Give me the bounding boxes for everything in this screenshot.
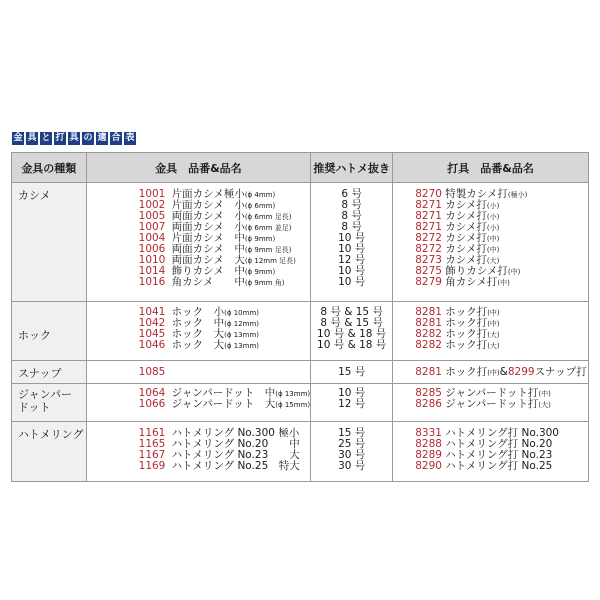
fitting-name: 片面カシメ極小 [171,188,245,200]
tool-number: 8272 [415,243,442,255]
tool-number: 8288 [415,438,442,450]
tool-line [393,367,588,378]
tool-cell [393,183,589,302]
fitting-spec: (ϕ 15mm) [275,401,311,409]
fitting-number: 1007 [138,221,166,233]
tool-spec: (中) [487,309,500,317]
tool-name: カシメ打 [445,232,487,244]
tool-separator: & [499,366,508,378]
tool-number: 8271 [415,199,442,211]
category-label: カシメ [18,189,51,202]
tool-name: 角カシメ打 [445,276,498,288]
tool-spec: (大) [538,401,551,409]
fitting-line [87,399,311,410]
fitting-name: ホック 小 [171,306,225,318]
fitting-cell [86,361,311,384]
tool-number: 8290 [415,460,442,472]
punch-cell [311,384,393,422]
fitting-spec: (ϕ 9mm 足長) [244,246,292,254]
fitting-spec: (ϕ 9mm 角) [244,279,285,287]
punch-size: 10 号 [338,232,366,244]
tool-line [393,340,588,351]
fitting-name: ハトメリング No.300 極小 [171,427,300,439]
punch-size: 10 号 [338,265,366,277]
fitting-number: 1165 [138,438,166,450]
tool-name-2: スナップ打 [534,366,587,378]
fitting-number: 1169 [138,460,166,472]
tool-spec: (小) [486,224,500,232]
fitting-name: ハトメリング No.25 特大 [171,460,300,472]
category-cell [12,302,87,361]
fitting-number: 1064 [138,387,166,399]
tool-number: 8286 [415,398,442,410]
fitting-name: ホック 中 [171,317,225,329]
fitting-spec: (ϕ 9mm) [244,268,276,276]
tool-spec: (中) [497,279,510,287]
tool-name: ホック打 [445,317,488,329]
fitting-name: ジャンパードット 大 [171,398,276,410]
fitting-name: 片面カシメ 小 [171,199,245,211]
fitting-spec: (ϕ 6mm 足長) [244,213,292,221]
tool-name: カシメ打 [445,243,487,255]
punch-size: 12 号 [338,398,366,410]
fitting-cell [86,422,311,482]
fitting-spec: (ϕ 6mm) [244,202,276,210]
fitting-number: 1161 [138,427,166,439]
tool-number: 8281 [415,317,442,329]
title-char: 具 [27,133,37,143]
fitting-number: 1006 [138,243,166,255]
fitting-number: 1167 [138,449,166,461]
fitting-name: 両面カシメ 小 [171,221,245,233]
fitting-number: 1045 [138,328,166,340]
punch-size: 10 号 [338,243,366,255]
tool-line [393,461,588,472]
tool-line [393,277,588,288]
fitting-number: 1085 [138,366,166,378]
category-label: ハトメリング [18,428,84,441]
table-row [12,183,589,302]
tool-number: 8271 [415,221,442,233]
header-category: 金具の種類 [12,153,87,183]
tool-spec: (中) [507,268,521,276]
tool-spec: (大) [487,342,500,350]
tool-spec: (中) [487,369,500,377]
tool-name: ホック打 [445,339,488,351]
fitting-name: ハトメリング No.23 大 [171,449,300,461]
fitting-line [87,340,311,351]
punch-size: 15 号 [338,366,366,378]
fitting-spec: (ϕ 10mm) [224,309,259,317]
title-char: 打 [55,133,65,143]
title-char: 金 [13,133,23,143]
punch-size: 6 号 [341,188,362,200]
category-cell [12,361,87,384]
fitting-spec: (ϕ 4mm) [244,191,276,199]
fitting-name: ホック 大 [171,339,225,351]
tool-number: 8282 [415,339,442,351]
tool-spec: (小) [486,213,500,221]
tool-name: カシメ打 [445,254,487,266]
tool-number: 8275 [415,265,442,277]
tool-spec: (中) [486,235,500,243]
punch-size: 8 号 [341,221,362,233]
fitting-number: 1001 [138,188,166,200]
compatibility-table [11,152,589,482]
tool-name: ハトメリング打 No.20 [445,438,553,450]
header-tool: 打具 品番&品名 [393,153,589,183]
tool-name: 飾りカシメ打 [445,265,508,277]
category-label: ドット [18,401,51,414]
punch-size: 8 号 & 15 号 [320,306,383,318]
fitting-spec: (ϕ 13mm) [275,390,311,398]
table-row [12,422,589,482]
fitting-number: 1041 [138,306,166,318]
fitting-name: 両面カシメ 大 [171,254,245,266]
title-char: 具 [69,133,79,143]
table-row [12,384,589,422]
tool-spec: (中) [538,390,551,398]
title-char: 合 [111,133,121,143]
fitting-cell [86,183,311,302]
fitting-line [87,367,311,378]
tool-name: カシメ打 [445,221,487,233]
punch-size: 12 号 [338,254,366,266]
tool-name: ホック打 [445,306,488,318]
fitting-line [87,461,311,472]
fitting-spec: (ϕ 12mm) [224,320,259,328]
tool-name: ハトメリング打 No.300 [445,427,559,439]
table-row [12,302,589,361]
fitting-spec: (ϕ 12mm 足長) [244,257,296,265]
tool-number: 8331 [415,427,442,439]
tool-number: 8289 [415,449,442,461]
fitting-number: 1014 [138,265,166,277]
tool-number-2: 8299 [507,366,535,378]
header-fitting: 金具 品番&品名 [86,153,311,183]
punch-size: 10 号 [338,276,366,288]
title-char: 表 [125,133,135,143]
category-label: スナップ [18,367,62,380]
punch-size: 25 号 [338,438,366,450]
fitting-spec: (ϕ 6mm 並足) [244,224,292,232]
tool-number: 8271 [415,210,442,222]
punch-size: 15 号 [338,427,366,439]
punch-size: 8 号 [341,210,362,222]
fitting-name: 角カシメ 中 [171,276,245,288]
tool-number: 8270 [415,188,442,200]
title-char: と [41,133,51,143]
fitting-number: 1046 [138,339,166,351]
fitting-name: ハトメリング No.20 中 [171,438,300,450]
fitting-name: ジャンパードット 中 [171,387,276,399]
tool-spec: (大) [486,257,500,265]
table-title [12,132,136,145]
punch-size: 10 号 [338,387,366,399]
tool-name: ジャンパードット打 [445,387,539,399]
fitting-name: 飾りカシメ 中 [171,265,245,277]
tool-spec: (大) [487,331,500,339]
tool-number: 8273 [415,254,442,266]
tool-name: ホック打 [445,366,488,378]
tool-spec: (小) [486,202,500,210]
tool-cell [393,422,589,482]
punch-size: 10 号 & 18 号 [317,328,387,340]
category-label: ホック [18,329,51,342]
fitting-name: 両面カシメ 中 [171,243,245,255]
tool-spec: (中) [487,320,500,328]
punch-size: 30 号 [338,460,366,472]
tool-cell [393,384,589,422]
tool-name: カシメ打 [445,199,487,211]
fitting-number: 1004 [138,232,166,244]
punch-cell [311,361,393,384]
fitting-spec: (ϕ 9mm) [244,235,276,243]
table-row [12,361,589,384]
fitting-cell [86,302,311,361]
title-char: 適 [97,133,107,143]
fitting-spec: (ϕ 13mm) [224,342,259,350]
tool-name: ハトメリング打 No.25 [445,460,553,472]
header-row [12,153,589,183]
header-punch: 推奨ハトメ抜き [311,153,393,183]
table-body [12,183,589,482]
tool-number: 8282 [415,328,442,340]
category-cell [12,384,87,422]
punch-cell [311,183,393,302]
punch-size: 10 号 & 18 号 [317,339,387,351]
fitting-name: 片面カシメ 中 [171,232,245,244]
fitting-name: 両面カシメ 小 [171,210,245,222]
punch-size: 30 号 [338,449,366,461]
tool-number: 8285 [415,387,442,399]
fitting-number: 1042 [138,317,166,329]
tool-spec: (極小) [507,191,528,199]
fitting-spec: (ϕ 13mm) [224,331,259,339]
punch-size: 8 号 [341,199,362,211]
tool-number: 8281 [415,366,442,378]
category-cell [12,422,87,482]
tool-name: カシメ打 [445,210,487,222]
tool-spec: (中) [486,246,500,254]
title-char: の [83,133,93,143]
fitting-number: 1002 [138,199,166,211]
fitting-number: 1005 [138,210,166,222]
tool-number: 8272 [415,232,442,244]
tool-name: ホック打 [445,328,488,340]
category-cell [12,183,87,302]
tool-name: ハトメリング打 No.23 [445,449,553,461]
punch-size: 8 号 & 15 号 [320,317,383,329]
punch-cell [311,422,393,482]
fitting-cell [86,384,311,422]
tool-number: 8281 [415,306,442,318]
tool-name: ジャンパードット打 [445,398,539,410]
fitting-name: ホック 大 [171,328,225,340]
tool-number: 8279 [415,276,442,288]
tool-cell [393,361,589,384]
fitting-number: 1010 [138,254,166,266]
tool-cell [393,302,589,361]
punch-cell [311,302,393,361]
tool-name: 特製カシメ打 [445,188,508,200]
category-label: ジャンパー [18,388,73,401]
fitting-number: 1016 [138,276,166,288]
fitting-number: 1066 [138,398,166,410]
tool-line [393,399,588,410]
fitting-line [87,277,311,288]
